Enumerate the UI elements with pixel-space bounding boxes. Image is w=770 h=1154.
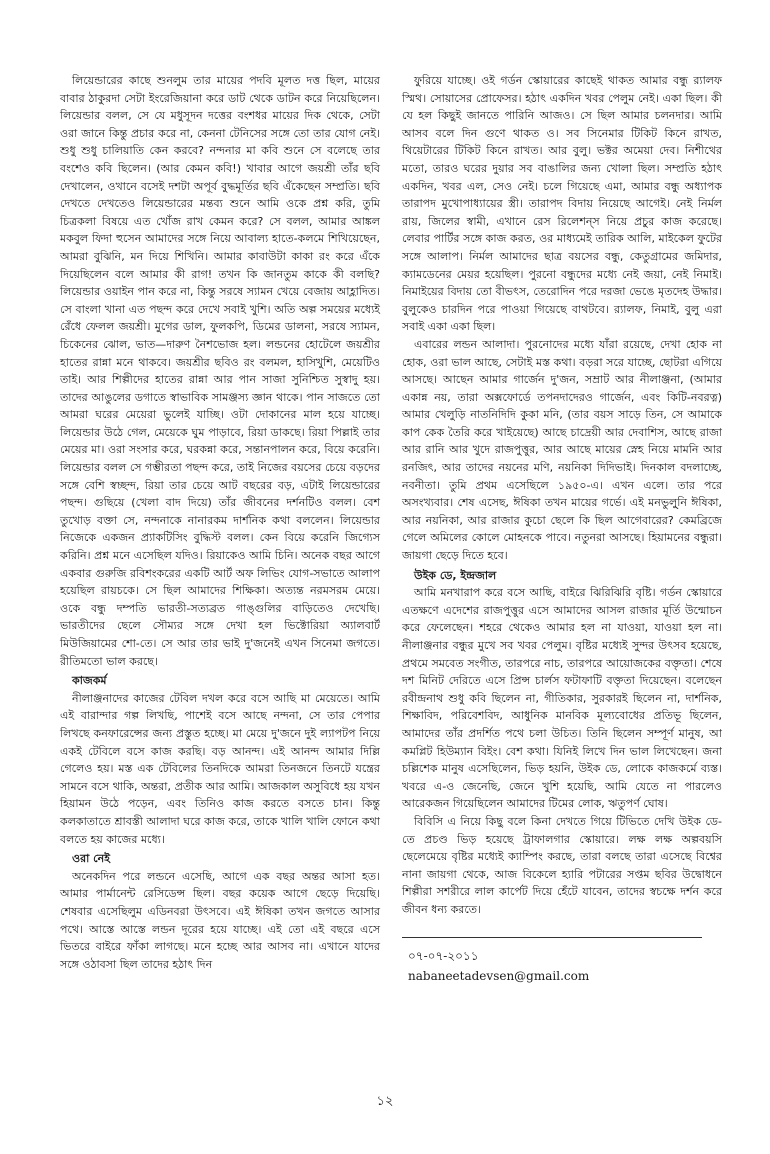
author-email: nabaneetadevsen@gmail.com — [408, 968, 590, 983]
body-paragraph: বিবিসি এ নিয়ে কিছু বলে কিনা দেখতে গিয়ে টিভিতে দেখি উইক ডে-তে প্রচণ্ড ভিড় হয়েছে ট্রাফালগার স্কোয়ারে। লক্ষ লক্ষ অল্পবয়সি ছেলেমেয়ে বৃষ্টির মধ্যেই ক্যাম্পিং করছে, তারা বলছে তারা এসেছে বিশ্বের নানা জায়গা থেকে, আজ বিকেলে হ্যারি পটারের সপ্তম ছবির উদ্বোধনে শিল্পীরা সশরীরে লাল কার্পেট দিয়ে হেঁটে যাবেন, তাদের স্বচক্ষে দর্শন করে জীবন ধন্য করতে। — [402, 814, 722, 916]
body-paragraph: নীলাঞ্জনাদের কাজের টেবিল দখল করে বসে আছি মা মেয়েতে। আমি এই বারান্দার গল্প লিখছি, পাশেই বসে আছে নন্দনা, সে তার পেপার লিখছে কনফারেন্সের জন্য প্রস্তুত হচ্ছে। মা মেয়ে দু'জনে দুই ল্যাপটপ নিয়ে একই টেবিলে বসে কাজ করছি। বড় আনন্দ। এই আনন্দ আমার দিল্লি গেলেও হয়। মস্ত এক টেবিলের তিনদিকে আমরা তিনজনে তিনটে যন্ত্রের সামনে বসে থাকি, অন্তরা, প্রতীক আর আমি। আজকাল অসুবিধে হয় যখন হিয়ামন উঠে পড়েন, এবং তিনিও কাজ করতে বসতে চান। কিন্তু কলকাতাতে শ্রাবস্তী আলাদা ঘরে কাজ করে, তাকে খালি খালি ফোনে কথা বলতে হয় কাজের মধ্যে। — [60, 691, 380, 846]
section-heading-weekday-indrajal: উইক ডে, ইন্দ্রজাল — [414, 568, 497, 582]
right-column — [402, 72, 722, 986]
body-paragraph: এবারের লন্ডন আলাদা। পুরনোদের মধ্যে যাঁরা রয়েছে, দেখা হোক না হোক, ওরা ভাল আছে, সেটাই মস্ত কথা। বড়রা সরে যাচ্ছে, ছোটরা এগিয়ে আসছে। আছেন আমার গার্জেন দু'জন, সম্রাট আর নীলাঞ্জনা, (আমার একান্ন নয়, তারা অক্সফোর্ডে তপনদাদেরও গার্জেন, এবং কিটি-নবরত্ন) আমার খেলুড়ি নাতনিদিদি কুকা মনি, (তার বয়স সাড়ে তিন, সে আমাকে কাপ কেক তৈরি করে খাইয়েছে) আছে চাদ্রেয়ী আর দেবাশিস, আছে রাজা আর রানি আর খুদে রাজপুত্তুর, আর আছে মায়ের স্নেহ নিয়ে মামনি আর রনজিৎ, আর তাদের নয়নের মণি, নয়নিকা দিদিভাই। দিনকাল বদলাচ্ছে, নবনীতা। তুমি প্রথম এসেছিলে ১৯৫০-এ। এখন এলে। তার পরে অসংখ্যবার। শেষ এসেছ, ঈষিকা তখন মায়ের গর্ভে। এই মনভুলু্নি ঈষিকা, আর নয়নিকা, আর রাজার কুচো ছেলে কি ছিল আগেবারের? কেমব্রিজে গেলে অমিলের কোলে মোহনকে পাবে। নতুনরা আসছে। হিয়ামনের বন্ধুরা। জায়গা ছেড়ে দিতে হবে। — [402, 337, 722, 563]
section-heading-ora-nei: ওরা নেই — [72, 852, 110, 866]
body-paragraph: লিয়েন্ডারের কাছে শুনলুম তার মায়ের পদবি মূলত দত্ত ছিল, মায়ের বাবার ঠাকুরদা সেটা ইংরেজিয়ানা করে ডাট থেকে ডাটন করে নিয়েছিলেন। লিয়েন্ডার বলল, সে যে মধুসূদন দত্তের বংশধর মায়ের দিক থেকে, সেটা ওরা জানে কিন্তু প্রচার করে না, কেননা টেনিসের সঙ্গে তো তার যোগ নেই। শুধু শুধু চালিয়াতি কেন করবে? নন্দনার মা কবি শুনে সে বলেছে তার বংশেও কবি ছিলেন। (আর কেমন কবি!) খাবার আগে জয়শ্রী তাঁর ছবি দেখালেন, ওখানে বসেই দশটা অপূর্ব বুদ্ধমূর্তির ছবি এঁকেছেন সম্প্রতি। ছবি দেখতে দেখতেও লিয়েন্ডারের মন্তব্য শুনে আমি ওকে প্রশ্ন করি, তুমি চিত্রকলা বিষয়ে এত খোঁজ রাখ কেমন করে? সে বলল, আমার আঙ্কল মকবুল ফিদা হুসেন আমাদের সঙ্গে নিয়ে আবাল্য হাতে-কলমে শিখিয়েছেন, আমরা বুঝিনি, মন দিয়ে শিখিনি। আমার কাবাউটা কাকা রং করে এঁকে দিয়েছিলেন বলে আমার কী রাগ! তখন কি জানতুম কাকে কী বলছি? লিয়েন্ডার ওয়াইন পান করে না, কিন্তু সরষে স্যামন খেয়ে বেজায় আহ্লাদিত। সে বাংলা খানা এত পছন্দ করে দেখে সবাই খুশি। অতি অল্প সময়ের মধ্যেই রেঁধে ফেলল জয়শ্রী। মুগের ডাল, ফুলকপি, ডিমের ডালনা, সরষে স্যামন, চিকেনের ঝোল, ভাত—দারুণ নৈশভোজ হল। লন্ডনের হোটেলে জয়শ্রীর হাতের রান্না মনে থাকবে। জয়শ্রীর ছবিও রং বলমল, হাসিখুশি, মেয়েটিও তাই। আর শিল্পীদের হাতের রান্না আর পান সাজা সুনিশ্চিত সুস্বাদু হয়। তাদের আঙুলের ডগাতে স্বাভাবিক সামঞ্জস্য জ্ঞান থাকে। পান সাজতে তো আমরা ঘরের মেয়েরা ভুলেই যাচ্ছি। ওটা দোকানের মাল হয়ে যাচ্ছে। লিয়েন্ডার উঠে গেল, মেয়েকে ঘুম পাড়াবে, রিয়া ডাকছে। রিয়া পিল্লাই তার মেয়ের মা। ওরা সংসার করে, ঘরকন্না করে, সন্তানপালন করে, বিয়ে করেনি। লিয়েন্ডার বলল সে গম্ভীরতা পছন্দ করে, তাই নিজের বয়সের চেয়ে বড়দের সঙ্গে বেশি স্বচ্ছন্দ, রিয়া তার চেয়ে আট বছরের বড়, এটাই লিয়েন্ডারের পছন্দ। গুছিয়ে (খেলা বাদ দিয়ে) তাঁর জীবনের দর্শনটিও বলল। বেশ তুখোড় বক্তা সে, নন্দনাকে নানারকম দার্শনিক কথা বললেন। লিয়েন্ডার নিজেকে একজন প্র্যাকটিসিং বুদ্ধিস্ট বলল। কেন বিয়ে করেনি জিগ্যেস করিনি। প্রশ্ন মনে এসেছিল যদিও। রিয়াকেও আমি চিনি। অনেক বছর আগে একবার গুরুজি রবিশংকরের একটি আর্ট অফ লিভিং যোগ-সভাতে আলাপ হয়েছিল রায়চকে। সে ছিল আমাদের শিক্ষিকা। অত্যন্ত নরমসরম মেয়ে। ওকে বন্ধু দম্পতি ভারতী-সত্যব্রত গাঙ্গুলির বাড়িতেও দেখেছি। ভারতীদের ছেলে সৌম্যর সঙ্গে দেখা হল ভিক্টোরিয়া অ্যালবার্ট মিউজিয়ামের শো-তে। সে আর তার ভাই দু'জনেই এখন সিনেমা জগতে। রীতিমতো ভাল করছে। — [60, 74, 380, 668]
section-heading-kajkormo: কাজকর্ম — [72, 674, 107, 688]
article-date: ০৭-০৭-২০১১ — [408, 948, 479, 963]
page-number: ১২ — [376, 1094, 394, 1109]
footer-divider — [402, 937, 702, 938]
body-paragraph: ফুরিয়ে যাচ্ছে। ওই গর্ডন স্কোয়ারের কাছেই থাকত আমার বন্ধু র‍্যালফ স্মিথ। সোয়াসের প্রোফেসর। হঠাৎ একদিন খবর পেলুম নেই। একা ছিল। কী যে হল কিছুই জানতে পারিনি আজও। সে ছিল আমার চলনদার। আমি আসব বলে দিন গুণে থাকত ও। সব সিনেমার টিকিট কিনে রাখত, থিয়েটারের টিকিট কিনে রাখত। আর বুলু। ভক্টর অমেয়া দেব। নিশীথের মতো, তারও ঘরের দুয়ার সব বাঙালির জন্য খোলা ছিল। সম্প্রতি হঠাৎ একদিন, খবর এল, সেও নেই। চলে গিয়েছে এমা, আমার বন্ধু অধ্যাপক তারাপদ মুখোপাধ্যায়ের স্ত্রী। তারাপদ বিদায় নিয়েছে আগেই। নেই নির্মল রায়, জিলের স্বামী, এখানে রেস রিলেশন্‌স নিয়ে প্রচুর কাজ করেছে। লেবার পার্টির সঙ্গে কাজ করত, ওর মাধ্যমেই তারিক আলি, মাইকেল ফুটের সঙ্গে আলাপ। নির্মল আমাদের ছাত্র বয়সের বন্ধু, কেতুগ্রামের জমিদার, ক্যামডেনের মেয়র হয়েছিল। পুরনো বন্ধুদের মধ্যে নেই জয়া, নেই নিমাই। নিমাইয়ের বিদায় তো বীভৎস, তেরোদিন পরে দরজা ভেঙে মৃতদেহ উদ্ধার। বুলুকেও চারদিন পরে পাওয়া গিয়েছে বাথটবে। র‍্যালফ, নিমাই, বুলু এরা সবাই একা একা ছিল। — [402, 74, 722, 334]
left-column — [60, 72, 380, 973]
body-paragraph: আমি মনখারাপ করে বসে আছি, বাইরে ঝিরিঝিরি বৃষ্টি। গর্ডন স্কোয়ারে এতক্ষণে এদেশের রাজপুত্তুর এসে আমাদের আসল রাজার মূর্তি উন্মোচন করে ফেলেছেন। শহরে থেকেও আমার হল না যাওয়া, যাওয়া হল না। নীলাঞ্জনার বন্ধুর মুখে সব খবর পেলুম। বৃষ্টির মধ্যেই সুন্দর উৎসব হয়েছে, প্রথমে সমবেত সংগীত, তারপরে নাচ, তারপরে আয়োজকের বক্তৃতা। শেষে দশ মিনিট দেরিতে এসে প্রিন্স চার্লস ফটাফাটি বক্তৃতা দিয়েছেন। বলেছেন রবীন্দ্রনাথ শুধু কবি ছিলেন না, গীতিকার, সুরকারই ছিলেন না, দার্শনিক, শিক্ষাবিদ, পরিবেশবিদ, আধুনিক মানবিক মূল্যবোধের প্রতিভূ ছিলেন, আমাদের তাঁর প্রদর্শিত পথে চলা উচিত। তিনি ছিলেন সম্পূর্ণ মানুষ, আ কমপ্লিট হিউম্যান বিইং। বেশ কথা। যিনিই লিখে দিন ভাল লিখেছেন। জনা চল্লিশেক মানুষ এসেছিলেন, ভিড় হয়নি, উইক ডে, লোকে কাজকর্মে ব্যস্ত। খবরে এ-ও জেনেছি, জেনে খুশি হয়েছি, আমি যেতে না পারলেও আরেকজন গিয়েছিলেন আমাদের টিমের লোক, ঋতুপর্ণ ঘোষ। — [402, 586, 722, 811]
body-paragraph: অনেকদিন পরে লন্ডনে এসেছি, আগে এক বছর অন্তর আসা হত। আমার পার্মানেন্ট রেসিডেন্স ছিল। বছর কয়েক আগে ছেড়ে দিয়েছি। শেষবার এসেছিলুম এডিনবরা উৎসবে। এই ঈষিকা তখন জগতে আসার পথে। আস্তে আস্তে লন্ডন দূরের হয়ে যাচ্ছে। এই তো এই বছরে এসে ভিতরে বাইরে ফাঁকা লাগছে। মনে হচ্ছে আর আসব না। এখানে যাদের সঙ্গে ওঠাবসা ছিল তাদের হঠাৎ দিন — [60, 869, 380, 971]
